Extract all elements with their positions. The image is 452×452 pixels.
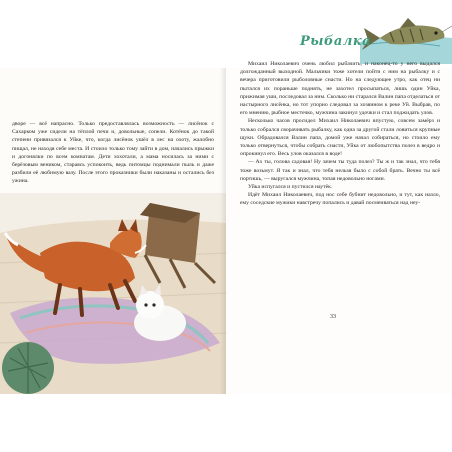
left-page xyxy=(0,68,226,394)
paragraph: Идёт Михаил Николаевич, под нос себе бубнит недовольно, и тут, как назло, ему соседские мужики навстречу попались и давай посмеиваться над неу- xyxy=(240,192,440,207)
fox-cat-illustration xyxy=(0,193,226,394)
chapter-heading: Рыбалка xyxy=(300,34,372,49)
right-page-text xyxy=(240,60,440,208)
left-page-text: дворе — всё напрасно. Только предоставлялась возможность — лисёнок с Сахарком уже сидели на тёплой печи и, довольные, сопели. Котёнок до такой степени привязался к Уйке, что, когда лисёнок ушёл в лес на охоту, жалобно пищал, не находя себе места. И стоило только тому зайти в дом, начались прыжки и догонялки по всем комнатам. Дети хохотали, а мама носилась за ними с берёзовым веником, стараясь успокоить, ведь питомцы поднимали пыль и даже разбили её любимую вазу. После этого проказники были наказаны и остались без ужина. xyxy=(12,121,214,185)
paragraph: Михаил Николаевич очень любил рыбачить, и наконец-то у него выдался долгожданный выходной. Мальчики тоже хотели пойти с ним на рыбалку и с вечера приготовили рыболовные снасти. Но на следующее утро, как отец ни пытался их пораньше поднять, не захотел просыпаться, лишь один Уйка, прижимая уши, последовал за ним. Сколько ни старался Валин папа отделаться от настырного лисёнка, но тот упорно следовал за хозяином к реке Уй. Выбрав, по его мнению, рыбное местечко, мужчина закинул удочки и стал поджидать улов. xyxy=(240,61,440,117)
page-number: 33 xyxy=(330,314,336,320)
fish-illustration xyxy=(360,2,452,64)
paragraph: Уйка испугался и пустился наутёк. xyxy=(248,184,333,191)
paragraph: — Ах ты, голова садовая! Ну зачем ты туда полез? Ты ж и так знал, что тебя тоже возьмут. Я так и знал, что тебя нельзя было с собой брать. Вечно ты всё портишь, — выругался мужчина, топая недовольно ногами. xyxy=(240,159,440,182)
paragraph: Несколько часов просидел Михаил Николаевич впустую, совсем замёрз и только собрался сворачивать рыбалку, как одна за другой стали ловиться крупные щуки. Обрадовался Валин папа, домой уже начал собираться, но стоило ему только отвернуться, чтобы собрать снасти, Уйка от любопытства полез в ведро и опрокинул его. Весь улов оказался в воде! xyxy=(240,118,440,158)
